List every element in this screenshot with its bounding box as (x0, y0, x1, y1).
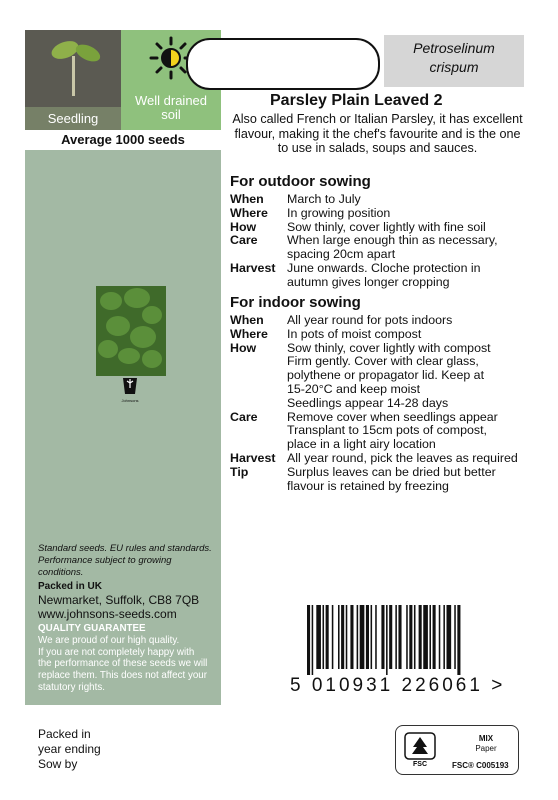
instruction-row (230, 207, 530, 221)
row-value: All year round, pick the leaves as required (287, 450, 518, 465)
seedling-photo (25, 30, 121, 130)
barcode-bar (357, 605, 359, 669)
barcode-bar (419, 605, 422, 669)
barcode-bar (346, 605, 348, 669)
instruction-row (230, 328, 530, 342)
row-value: March to July (287, 192, 361, 206)
indoor-rows (230, 314, 530, 493)
barcode-bar (389, 605, 392, 669)
row-key: Where (230, 326, 268, 341)
instruction-row (230, 262, 530, 290)
barcode (305, 605, 510, 675)
fsc-badge: FSC MIX Paper FSC® C005193 (395, 725, 519, 775)
barcode-bar (323, 605, 325, 669)
barcode-bar (457, 605, 460, 675)
barcode-bar (414, 605, 416, 669)
barcode-bar (429, 605, 431, 669)
barcode-bar (443, 605, 445, 669)
outdoor-rows (230, 193, 530, 290)
barcode-bar (433, 605, 436, 669)
average-seeds: Average 1000 seeds (25, 130, 221, 150)
instruction-row (230, 234, 530, 262)
fsc-tree-icon (404, 732, 436, 768)
instruction-row (230, 452, 530, 466)
barcode-bar (366, 605, 369, 669)
instruction-row (230, 221, 530, 235)
row-value: Surplus leaves can be dried but better flavour is retained by freezing (287, 464, 496, 493)
row-value: Sow thinly, cover lightly with fine soil (287, 219, 486, 234)
barcode-bar (423, 605, 428, 669)
row-value: Sow thinly, cover lightly with compost Firm gently. Cover with clear glass, polythene or propagator lid. Keep at 15-20°C and keep moist Seedlings appear 14-28 days (287, 340, 491, 410)
instruction-row (230, 466, 530, 494)
row-value: All year round for pots indoors (287, 313, 453, 327)
barcode-bar (395, 605, 397, 669)
row-value: In pots of moist compost (287, 326, 422, 341)
barcode-bar (439, 605, 441, 669)
svg-text:Johnsons: Johnsons (121, 398, 139, 403)
instruction-row (230, 314, 530, 328)
barcode-bar (326, 605, 329, 669)
row-value: June onwards. Cloche protection in autumn gives longer cropping (287, 260, 481, 289)
product-title: Parsley Plain Leaved 2 (270, 92, 443, 109)
barcode-bar (307, 605, 310, 675)
barcode-bar (398, 605, 401, 669)
instruction-row (230, 193, 530, 207)
row-key: How (230, 219, 257, 234)
barcode-bar (406, 605, 408, 669)
barcode-bar (316, 605, 321, 669)
indoor-heading: For indoor sowing (230, 294, 361, 311)
latin-name: Petroselinum crispum (384, 35, 524, 87)
barcode-bar (360, 605, 365, 669)
barcode-bar (350, 605, 353, 669)
barcode-bar (447, 605, 452, 669)
standards-note: Standard seeds. EU rules and standards. Performance subject to growing conditions. Packed in UK (38, 543, 212, 592)
row-key: Tip (230, 464, 249, 479)
row-value: When large enough thin as necessary, spacing 20cm apart (287, 233, 498, 262)
pot-icon (120, 376, 140, 404)
barcode-bar (338, 605, 340, 669)
blank-label-window (186, 38, 380, 90)
parsley-photo (96, 286, 166, 376)
row-key: Harvest (230, 450, 276, 465)
outdoor-heading: For outdoor sowing (230, 173, 371, 190)
barcode-bar (312, 605, 314, 675)
row-key: Harvest (230, 260, 276, 275)
packed-info: Packed in year ending Sow by (38, 727, 101, 771)
instruction-row (230, 411, 530, 452)
barcode-number: 5 010931 226061 > (290, 675, 506, 696)
address: Newmarket, Suffolk, CB8 7QB www.johnsons-seeds.com (38, 593, 200, 621)
barcode-bar (409, 605, 412, 669)
row-value: Remove cover when seedlings appear Transplant to 15cm pots of compost, place in a light airy location (287, 409, 498, 452)
barcode-bar (381, 605, 384, 669)
barcode-bar (332, 605, 334, 669)
row-key: When (230, 192, 264, 206)
svg-text:FSC: FSC (413, 761, 427, 768)
barcode-bar (341, 605, 344, 669)
instruction-row (230, 342, 530, 411)
barcode-bar (454, 605, 456, 669)
barcode-bar (386, 605, 388, 675)
row-value: In growing position (287, 205, 391, 220)
soil-label: Well drained soil (134, 93, 208, 122)
row-key: How (230, 340, 257, 355)
seedling-label: Seedling (25, 107, 121, 130)
barcode-bar (375, 605, 377, 669)
barcode-bar (371, 605, 373, 669)
row-key: Care (230, 409, 258, 424)
row-key: Care (230, 233, 258, 248)
row-key: When (230, 313, 264, 327)
intro-text: Also called French or Italian Parsley, it has excellent flavour, making it the chef's favourite and is the one to use in salads, soups and sauces. (232, 112, 523, 155)
row-key: Where (230, 205, 268, 220)
quality-guarantee: QUALITY GUARANTEE We are proud of our high quality. If you are not completely happy with the performance of these seeds we will replace them. This does not affect your statutory rights. (38, 623, 208, 693)
